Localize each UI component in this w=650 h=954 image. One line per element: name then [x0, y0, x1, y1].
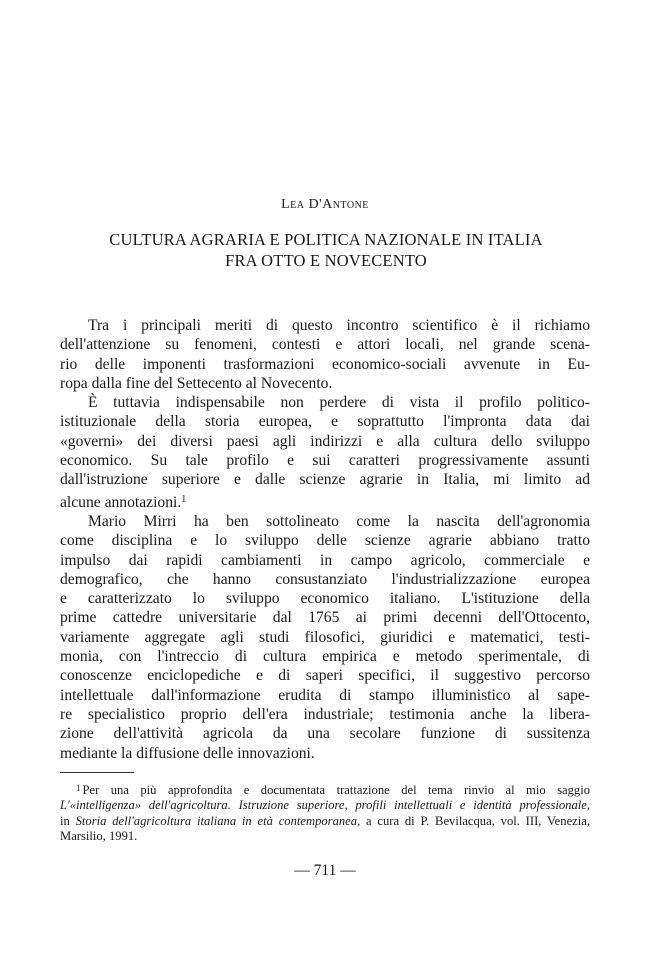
text-line: intellettuale dall'informazione erudita di stampo illuministico al sape- [60, 686, 590, 704]
footnote-line-1: Per una più approfondita e documentata trattazione del tema rinvio al mio saggio [82, 783, 590, 797]
footnote-line-3-pre: in [60, 813, 76, 828]
text-line: Mario Mirri ha ben sottolineato come la nascita dell'agronomia [88, 512, 590, 530]
text-line: variamente aggregate agli studi filosofici, giuridici e matematici, testi- [60, 628, 590, 646]
text-line: come disciplina e lo sviluppo delle scienze agrarie abbiano tratto [60, 532, 590, 550]
text-line: economico. Su tale profilo e sui caratteri progressivamente assunti [60, 452, 590, 470]
article-title [60, 229, 592, 271]
text-line: mediante la diffusione delle innovazioni. [60, 744, 315, 762]
text-line-content: alcune annotazioni. [60, 493, 182, 511]
footnote-separator [60, 772, 134, 773]
footnote-line [60, 798, 590, 813]
footnote-line-3-post: , a cura di P. Bevilacqua, vol. III, Venezia, [357, 813, 590, 828]
text-line: monia, con l'intreccio di cultura empirica e metodo sperimentale, di [60, 648, 590, 666]
text-line: re specialistico proprio dell'era industriale; testimonia anche la libera- [60, 705, 590, 723]
text-line: istituzionale della storia europea, e soprattutto l'impronta data dai [60, 413, 590, 431]
title-line-1: CULTURA AGRARIA E POLITICA NAZIONALE IN ITALIA [109, 230, 543, 249]
page-number: — 711 — [294, 862, 356, 879]
footnote-line [60, 781, 590, 798]
text-line: e caratterizzato lo sviluppo economico italiano. L'istituzione della [60, 590, 590, 608]
footnote-reference: 1 [181, 493, 187, 505]
text-line [60, 490, 590, 512]
footnote [60, 781, 590, 844]
body-text [60, 316, 590, 763]
text-line: dall'istruzione superiore e dalle scienze agrarie in Italia, mi limito ad [60, 471, 590, 489]
text-line: prime cattedre universitarie dal 1765 ai primi decenni dell'Ottocento, [60, 609, 590, 627]
footnote-line [60, 814, 590, 829]
text-line: impulso dai rapidi cambiamenti in campo agricolo, commerciale e [60, 551, 590, 569]
footnote-cited-volume: Storia dell'agricoltura italiana in età contemporanea [75, 813, 358, 828]
text-line: rio delle imponenti trasformazioni economico-sociali avvenute in Eu- [60, 355, 590, 373]
text-line: zione dell'attività agricola da una secolare funzione di sussitenza [60, 725, 590, 743]
text-line: demografico, che hanno consustanziato l'industrializzazione europea [60, 570, 590, 588]
text-line: Tra i principali meriti di questo incontro scientifico è il richiamo [88, 317, 590, 334]
paragraph-2 [60, 393, 590, 512]
text-line: «governi» dei diversi paesi agli indirizzi e alla cultura dello sviluppo [60, 432, 590, 450]
text-line: ropa dalla fine del Settecento al Novecento. [60, 374, 333, 392]
footnote-cited-title: L'«intelligenza» dell'agricoltura. Istruzione superiore, profili intellettuali e identità professionale, [60, 798, 590, 813]
text-line: conoscenze enciclopediche e di saperi specifici, il suggestivo percorso [60, 667, 590, 685]
footnote-line: Marsilio, 1991. [60, 828, 138, 843]
author-name: Lea D'Antone [281, 197, 369, 212]
footnote-mark: 1 [76, 783, 81, 793]
paragraph-1 [60, 316, 590, 393]
text-line: È tuttavia indispensabile non perdere di vista il profilo politico- [88, 394, 590, 412]
paragraph-3 [60, 512, 590, 763]
text-line: dell'attenzione su fenomeni, contesti e attori locali, nel grande scena- [60, 336, 590, 354]
title-line-2: FRA OTTO E NOVECENTO [225, 251, 427, 270]
